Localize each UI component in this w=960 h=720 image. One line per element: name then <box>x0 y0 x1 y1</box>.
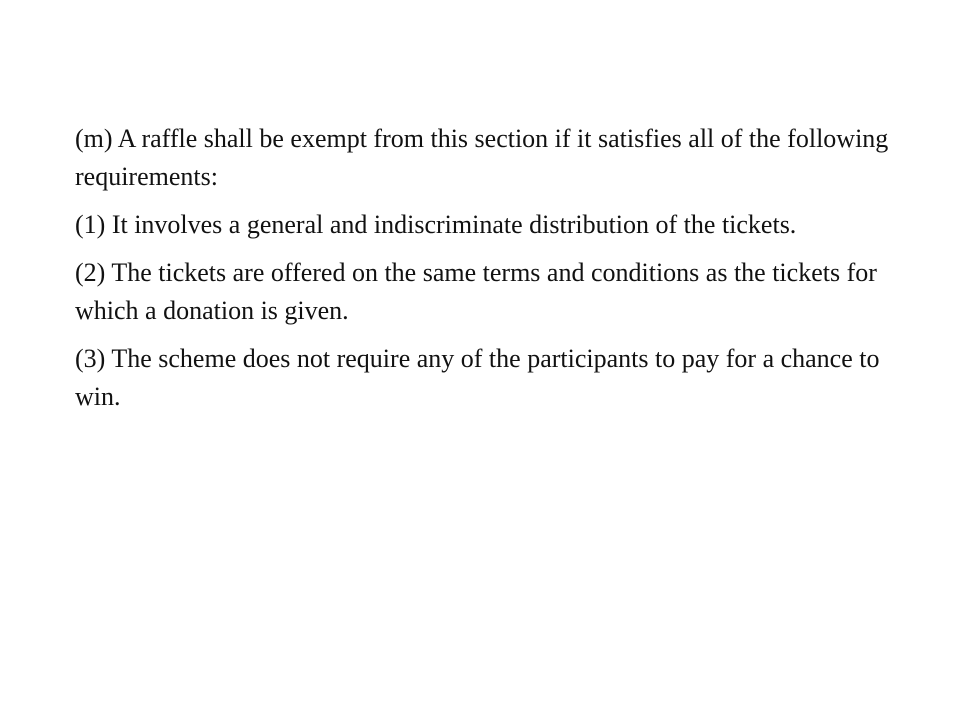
paragraph-requirement-3: (3) The scheme does not require any of the participants to pay for a chance to win. <box>75 344 880 411</box>
paragraph-requirement-2: (2) The tickets are offered on the same terms and conditions as the tickets for which a donation is given. <box>75 258 877 325</box>
paragraph-m-intro: (m) A raffle shall be exempt from this section if it satisfies all of the following requirements: <box>75 124 889 191</box>
paragraph-requirement-1: (1) It involves a general and indiscriminate distribution of the tickets. <box>75 210 797 239</box>
text-body <box>75 120 905 426</box>
